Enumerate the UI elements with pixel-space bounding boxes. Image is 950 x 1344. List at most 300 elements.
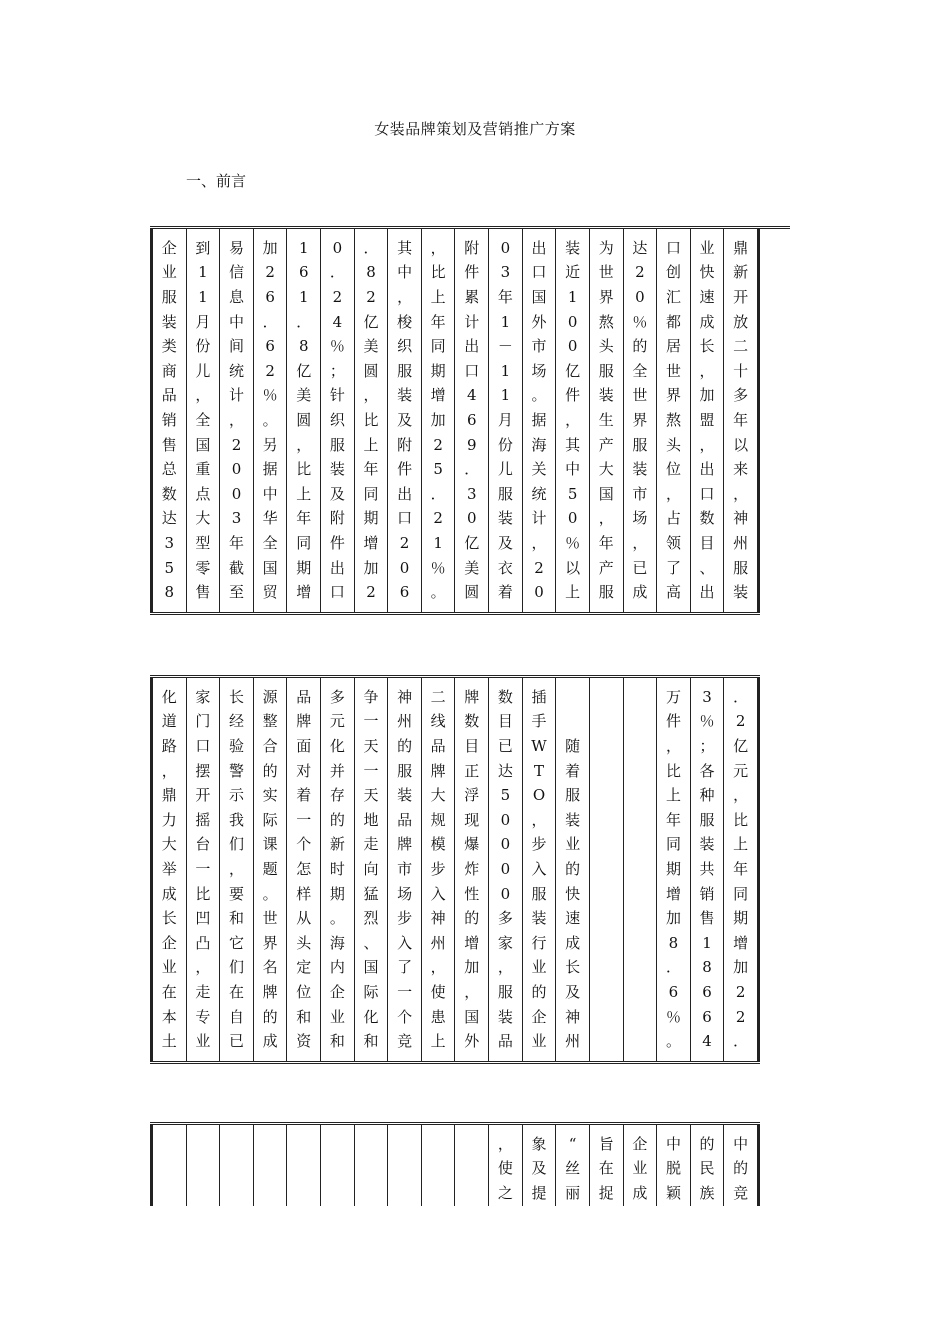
grid-cell: ． [455, 457, 489, 482]
grid-cell: 业 [152, 956, 187, 981]
grid-cell: 化 [321, 734, 355, 759]
grid-cell: ， [489, 956, 523, 981]
grid-cell [354, 1132, 388, 1157]
grid-cell: 国 [455, 1005, 489, 1030]
grid-cell: 。 [657, 1029, 691, 1054]
grid-cell: 期 [421, 359, 455, 384]
grid-cell: 美 [287, 384, 321, 409]
grid-cell: ， [489, 1132, 523, 1157]
grid-cell: 增 [724, 931, 759, 956]
grid-cell [589, 1005, 623, 1030]
grid-cell: O [522, 783, 556, 808]
grid-row [152, 507, 759, 532]
grid-tick [522, 678, 556, 685]
grid-tick [220, 1125, 254, 1132]
grid-cell: 成 [623, 1181, 657, 1206]
grid-cell: 零 [186, 556, 220, 581]
grid-row [152, 580, 759, 605]
grid-tick [321, 229, 355, 236]
grid-cell: 期 [321, 882, 355, 907]
grid-cell: 颖 [657, 1181, 691, 1206]
grid-cell: 速 [690, 285, 724, 310]
grid-cell: 。 [421, 580, 455, 605]
grid-cell: 际 [253, 808, 287, 833]
grid-cell: 模 [421, 833, 455, 858]
grid-cell: 外 [522, 310, 556, 335]
grid-cell: 计 [522, 507, 556, 532]
grid-cell [623, 857, 657, 882]
grid-tick [186, 229, 220, 236]
grid-cell: 捉 [589, 1181, 623, 1206]
grid-cell: 比 [354, 408, 388, 433]
grid-cell: 期 [657, 857, 691, 882]
grid-cell: 为 [589, 236, 623, 261]
grid-cell: 共 [690, 857, 724, 882]
grid-table [150, 678, 760, 1061]
grid-cell: 1 [489, 310, 523, 335]
grid-cell: 口 [186, 734, 220, 759]
grid-cell: 着 [489, 580, 523, 605]
grid-cell: 6 [287, 261, 321, 286]
grid-cell: 位 [657, 457, 691, 482]
grid-cell: 件 [657, 710, 691, 735]
grid-tick [186, 678, 220, 685]
grid-cell [556, 685, 590, 710]
grid-cell: 它 [220, 931, 254, 956]
grid-tick [152, 1054, 187, 1061]
grid-cell: 一 [186, 857, 220, 882]
grid-cell [455, 1157, 489, 1182]
grid-tick-row [152, 229, 759, 236]
grid-cell [623, 833, 657, 858]
grid-cell: ％ [253, 384, 287, 409]
grid-cell: 及 [321, 482, 355, 507]
grid-row [152, 556, 759, 581]
grid-tick [421, 605, 455, 612]
grid-cell: 界 [657, 384, 691, 409]
grid-tick [556, 605, 590, 612]
grid-cell: 长 [152, 906, 187, 931]
text-grid-2 [150, 675, 760, 1058]
grid-row [152, 906, 759, 931]
grid-cell: 期 [724, 906, 759, 931]
grid-cell: 中 [556, 457, 590, 482]
grid-tick [152, 678, 187, 685]
grid-cell [623, 980, 657, 1005]
grid-cell: 内 [321, 956, 355, 981]
grid-cell: 各 [690, 759, 724, 784]
grid-cell: 服 [152, 285, 187, 310]
grid-cell: 口 [455, 359, 489, 384]
grid-cell: 源 [253, 685, 287, 710]
grid-cell: 8 [657, 931, 691, 956]
grid-cell: 织 [388, 334, 422, 359]
grid-cell: 爆 [455, 833, 489, 858]
grid-tick [522, 1125, 556, 1132]
grid-cell: ． [657, 956, 691, 981]
grid-tick [623, 1125, 657, 1132]
grid-cell: 名 [253, 956, 287, 981]
grid-row [152, 857, 759, 882]
grid-cell: 2 [253, 261, 287, 286]
grid-cell: 已 [489, 734, 523, 759]
grid-cell: 服 [690, 808, 724, 833]
grid-cell: 同 [287, 531, 321, 556]
grid-cell: 专 [186, 1005, 220, 1030]
grid-cell: 服 [724, 556, 759, 581]
grid-tick [690, 1054, 724, 1061]
grid-cell: 8 [690, 956, 724, 981]
grid-tick [321, 1125, 355, 1132]
grid-cell: 计 [220, 384, 254, 409]
grid-tick [690, 605, 724, 612]
grid-cell: 2 [321, 285, 355, 310]
grid-cell: ； [321, 359, 355, 384]
grid-cell: ， [186, 384, 220, 409]
grid-cell: 面 [287, 734, 321, 759]
grid-cell [186, 1181, 220, 1206]
grid-tick [388, 605, 422, 612]
grid-table [150, 229, 760, 612]
grid-cell: 同 [421, 334, 455, 359]
grid-cell: 件 [556, 384, 590, 409]
grid-cell: 份 [489, 433, 523, 458]
grid-cell: 种 [690, 783, 724, 808]
grid-cell: 大 [186, 507, 220, 532]
grid-cell: 1 [489, 384, 523, 409]
grid-cell: ， [589, 507, 623, 532]
grid-cell: 天 [354, 783, 388, 808]
grid-cell: 服 [589, 359, 623, 384]
grid-cell: 口 [690, 482, 724, 507]
grid-cell: 0 [623, 285, 657, 310]
grid-cell [152, 1157, 187, 1182]
grid-cell: 统 [220, 359, 254, 384]
grid-cell: 易 [220, 236, 254, 261]
grid-row [152, 734, 759, 759]
grid-cell: 件 [388, 457, 422, 482]
grid-cell: 圆 [287, 408, 321, 433]
grid-cell: 居 [657, 334, 691, 359]
grid-cell: 入 [421, 882, 455, 907]
grid-cell: 我 [220, 808, 254, 833]
grid-cell: 数 [455, 710, 489, 735]
grid-cell: 增 [354, 531, 388, 556]
grid-cell: 个 [287, 833, 321, 858]
grid-cell: 生 [589, 408, 623, 433]
grid-cell: 9 [455, 433, 489, 458]
grid-cell: 熬 [589, 310, 623, 335]
grid-tick [724, 605, 759, 612]
grid-cell: 上 [556, 580, 590, 605]
grid-cell: 国 [522, 285, 556, 310]
grid-cell: 件 [321, 531, 355, 556]
grid-cell: 们 [220, 833, 254, 858]
grid-cell: 服 [489, 482, 523, 507]
grid-cell: T [522, 759, 556, 784]
grid-cell: 据 [522, 408, 556, 433]
grid-cell: 6 [388, 580, 422, 605]
grid-cell: 元 [321, 710, 355, 735]
grid-cell: 自 [220, 1005, 254, 1030]
grid-cell [623, 906, 657, 931]
grid-cell: 服 [522, 882, 556, 907]
grid-cell: 国 [589, 482, 623, 507]
grid-cell: ， [220, 857, 254, 882]
grid-cell: 界 [623, 408, 657, 433]
grid-cell: 海 [522, 433, 556, 458]
grid-cell: 出 [522, 236, 556, 261]
grid-bottom-border [150, 612, 760, 615]
grid-cell: 着 [287, 783, 321, 808]
grid-row [152, 1029, 759, 1054]
grid-cell: 及 [556, 980, 590, 1005]
grid-tick [623, 678, 657, 685]
grid-cell: 资 [287, 1029, 321, 1054]
grid-cell: 全 [623, 359, 657, 384]
grid-cell: 神 [421, 906, 455, 931]
grid-cell: 装 [321, 457, 355, 482]
grid-cell: 累 [455, 285, 489, 310]
grid-tick [321, 1054, 355, 1061]
grid-cell: 在 [220, 980, 254, 1005]
grid-cell: 长 [690, 334, 724, 359]
grid-cell: 头 [287, 931, 321, 956]
grid-tick [589, 1054, 623, 1061]
grid-cell [455, 1181, 489, 1206]
grid-cell: 经 [220, 710, 254, 735]
grid-cell: 鼎 [724, 236, 759, 261]
grid-cell: 2 [724, 1005, 759, 1030]
grid-cell: 。 [321, 906, 355, 931]
grid-cell [455, 1132, 489, 1157]
grid-cell: 加 [724, 956, 759, 981]
grid-cell: 口 [522, 261, 556, 286]
grid-cell: 步 [522, 833, 556, 858]
grid-tick [253, 605, 287, 612]
grid-row [152, 531, 759, 556]
grid-cell [321, 1181, 355, 1206]
grid-cell: 加 [421, 408, 455, 433]
grid-cell: 使 [421, 980, 455, 1005]
grid-cell: 创 [657, 261, 691, 286]
grid-cell: 以 [724, 433, 759, 458]
grid-cell: 及 [522, 1157, 556, 1182]
grid-cell: 市 [522, 334, 556, 359]
grid-cell: 2 [724, 980, 759, 1005]
grid-cell [421, 1157, 455, 1182]
grid-cell: 其 [388, 236, 422, 261]
grid-cell: 一 [354, 759, 388, 784]
grid-cell: 服 [388, 759, 422, 784]
grid-cell [186, 1157, 220, 1182]
grid-cell: 6 [253, 285, 287, 310]
grid-cell: ． [421, 482, 455, 507]
grid-cell: 一 [388, 980, 422, 1005]
grid-cell: 装 [489, 1005, 523, 1030]
grid-cell: 的 [623, 334, 657, 359]
grid-cell: 的 [321, 808, 355, 833]
grid-cell: 。 [253, 882, 287, 907]
grid-cell [623, 734, 657, 759]
grid-cell: 6 [690, 980, 724, 1005]
grid-cell: 牌 [287, 710, 321, 735]
grid-cell: 口 [657, 236, 691, 261]
grid-row [152, 285, 759, 310]
grid-cell: 同 [724, 882, 759, 907]
grid-cell: ， [287, 433, 321, 458]
grid-cell: 族 [690, 1181, 724, 1206]
grid-cell: 1 [421, 531, 455, 556]
grid-cell [152, 1132, 187, 1157]
grid-cell: 企 [522, 1005, 556, 1030]
grid-cell: 售 [690, 906, 724, 931]
grid-cell [589, 931, 623, 956]
grid-cell: 8 [287, 334, 321, 359]
grid-tick [321, 678, 355, 685]
grid-cell: 出 [690, 457, 724, 482]
grid-cell [623, 685, 657, 710]
grid-row [152, 759, 759, 784]
grid-cell: 装 [690, 833, 724, 858]
grid-cell: 装 [724, 580, 759, 605]
grid-cell: 本 [152, 1005, 187, 1030]
grid-tick [522, 605, 556, 612]
grid-cell: 牌 [388, 833, 422, 858]
grid-cell: 在 [589, 1157, 623, 1182]
grid-cell: 加 [455, 956, 489, 981]
grid-cell: 型 [186, 531, 220, 556]
grid-tick [287, 678, 321, 685]
grid-cell: 加 [253, 236, 287, 261]
grid-cell: 0 [489, 833, 523, 858]
grid-tick [455, 1054, 489, 1061]
grid-cell: 头 [589, 334, 623, 359]
grid-cell: 牌 [421, 759, 455, 784]
grid-cell [623, 710, 657, 735]
grid-cell: 开 [724, 285, 759, 310]
grid-cell [186, 1132, 220, 1157]
grid-cell: 象 [522, 1132, 556, 1157]
grid-cell: 规 [421, 808, 455, 833]
grid-cell: 鼎 [152, 783, 187, 808]
grid-cell: 2 [421, 507, 455, 532]
grid-cell: 附 [388, 433, 422, 458]
grid-cell: 比 [657, 759, 691, 784]
grid-tick-row [152, 1054, 759, 1061]
grid-cell: 国 [186, 433, 220, 458]
grid-cell: 服 [623, 433, 657, 458]
grid-tick [657, 1125, 691, 1132]
grid-cell: 品 [287, 685, 321, 710]
grid-cell [321, 1132, 355, 1157]
grid-cell: 出 [455, 334, 489, 359]
grid-cell: 信 [220, 261, 254, 286]
grid-tick [489, 229, 523, 236]
grid-cell: 年 [354, 457, 388, 482]
grid-tick [321, 605, 355, 612]
grid-cell: 增 [421, 384, 455, 409]
grid-cell: W [522, 734, 556, 759]
grid-cell: 3 [152, 531, 187, 556]
grid-cell: ， [522, 531, 556, 556]
grid-cell: 间 [220, 334, 254, 359]
grid-cell: 0 [220, 482, 254, 507]
grid-cell: 的 [253, 1005, 287, 1030]
grid-cell: 统 [522, 482, 556, 507]
grid-cell [623, 882, 657, 907]
grid-cell: 另 [253, 433, 287, 458]
grid-cell: 神 [388, 685, 422, 710]
grid-tick [623, 1054, 657, 1061]
grid-cell: 类 [152, 334, 187, 359]
grid-cell: 插 [522, 685, 556, 710]
grid-cell: 2 [522, 556, 556, 581]
grid-tick [489, 1054, 523, 1061]
grid-cell: 2 [220, 433, 254, 458]
grid-cell: 地 [354, 808, 388, 833]
grid-row [152, 236, 759, 261]
grid-cell: ， [421, 956, 455, 981]
grid-cell [589, 808, 623, 833]
grid-cell: 亿 [354, 310, 388, 335]
grid-cell: 的 [556, 857, 590, 882]
grid-cell: ， [220, 408, 254, 433]
grid-cell: 全 [253, 531, 287, 556]
grid-tick [388, 1054, 422, 1061]
grid-cell: 加 [354, 556, 388, 581]
grid-cell: 数 [489, 685, 523, 710]
grid-cell: ． [724, 685, 759, 710]
grid-tick [455, 605, 489, 612]
grid-cell: 数 [690, 507, 724, 532]
grid-cell: 已 [220, 1029, 254, 1054]
grid-row [152, 833, 759, 858]
grid-cell: 市 [388, 857, 422, 882]
grid-cell: 比 [724, 808, 759, 833]
grid-cell: 针 [321, 384, 355, 409]
grid-cell: 同 [354, 482, 388, 507]
grid-tick [354, 1125, 388, 1132]
grid-cell: ， [724, 482, 759, 507]
grid-row [152, 808, 759, 833]
grid-tick [186, 605, 220, 612]
grid-cell: 4 [321, 310, 355, 335]
grid-cell: 服 [589, 580, 623, 605]
grid-cell [623, 931, 657, 956]
grid-cell: 争 [354, 685, 388, 710]
grid-cell: 向 [354, 857, 388, 882]
grid-cell: 化 [152, 685, 187, 710]
grid-cell [220, 1181, 254, 1206]
grid-cell: 成 [152, 882, 187, 907]
grid-cell: 汇 [657, 285, 691, 310]
grid-cell [287, 1157, 321, 1182]
grid-cell: 计 [455, 310, 489, 335]
grid-cell: 整 [253, 710, 287, 735]
grid-cell: 3 [489, 261, 523, 286]
grid-cell: 成 [623, 580, 657, 605]
grid-tick [354, 678, 388, 685]
grid-cell: 业 [152, 261, 187, 286]
grid-tick [690, 678, 724, 685]
grid-cell: 服 [321, 433, 355, 458]
grid-cell: 场 [522, 359, 556, 384]
grid-cell: 场 [623, 507, 657, 532]
grid-cell: 中 [724, 1132, 759, 1157]
grid-cell: 0 [556, 334, 590, 359]
grid-cell: 的 [690, 1132, 724, 1157]
